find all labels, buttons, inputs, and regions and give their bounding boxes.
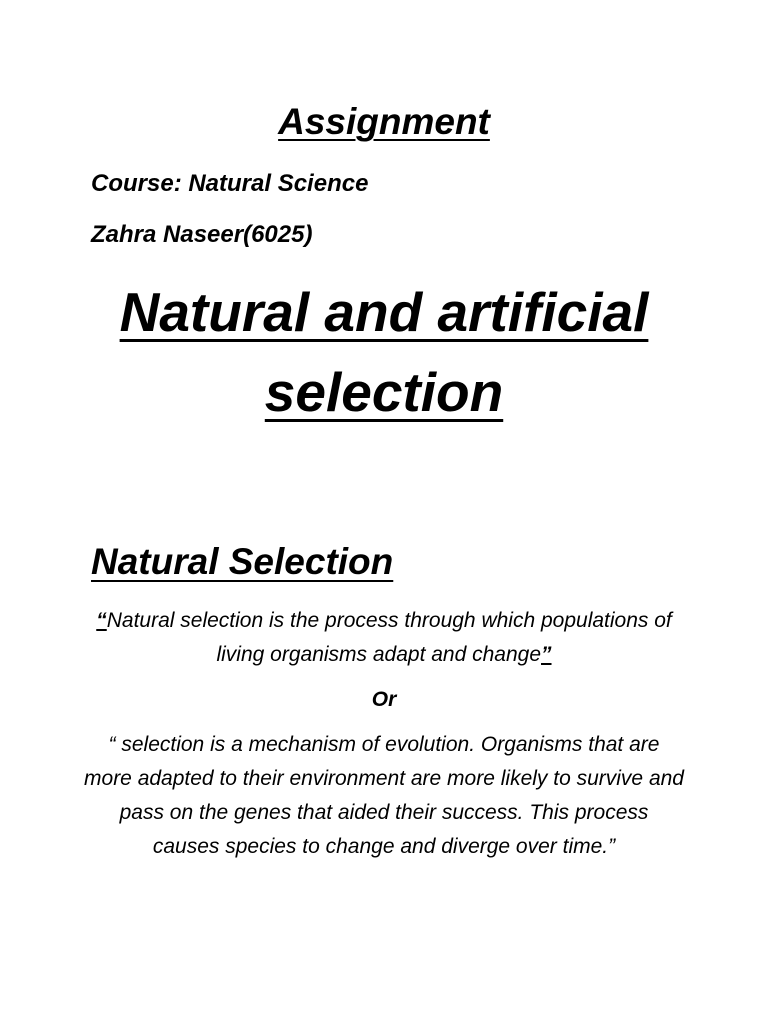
main-title [0,272,768,432]
definition-quote-1 [84,604,684,672]
main-title-line-2: selection [264,361,504,423]
assignment-title: Assignment [278,101,490,142]
author-line: Zahra Naseer(6025) [91,221,313,248]
definition-quote-2: “ selection is a mechanism of evolution. Organisms that are more adapted to their environment are more likely to survive and pass on the genes that aided their success. This process causes species to change and diverge over time.” [84,733,684,858]
or-separator: Or [371,688,397,711]
section-heading-natural-selection: Natural Selection [91,541,394,582]
main-title-line-2-wrap [0,352,768,432]
quote-1-text: Natural selection is the process through which populations of living organisms adapt and change [106,609,672,666]
quote-open-mark: “ [96,609,107,632]
course-line: Course: Natural Science [91,170,369,197]
main-title-line-1: Natural and artificial [119,281,649,343]
quote-close-mark: ” [541,643,552,666]
main-title-line-1-wrap [0,272,768,352]
